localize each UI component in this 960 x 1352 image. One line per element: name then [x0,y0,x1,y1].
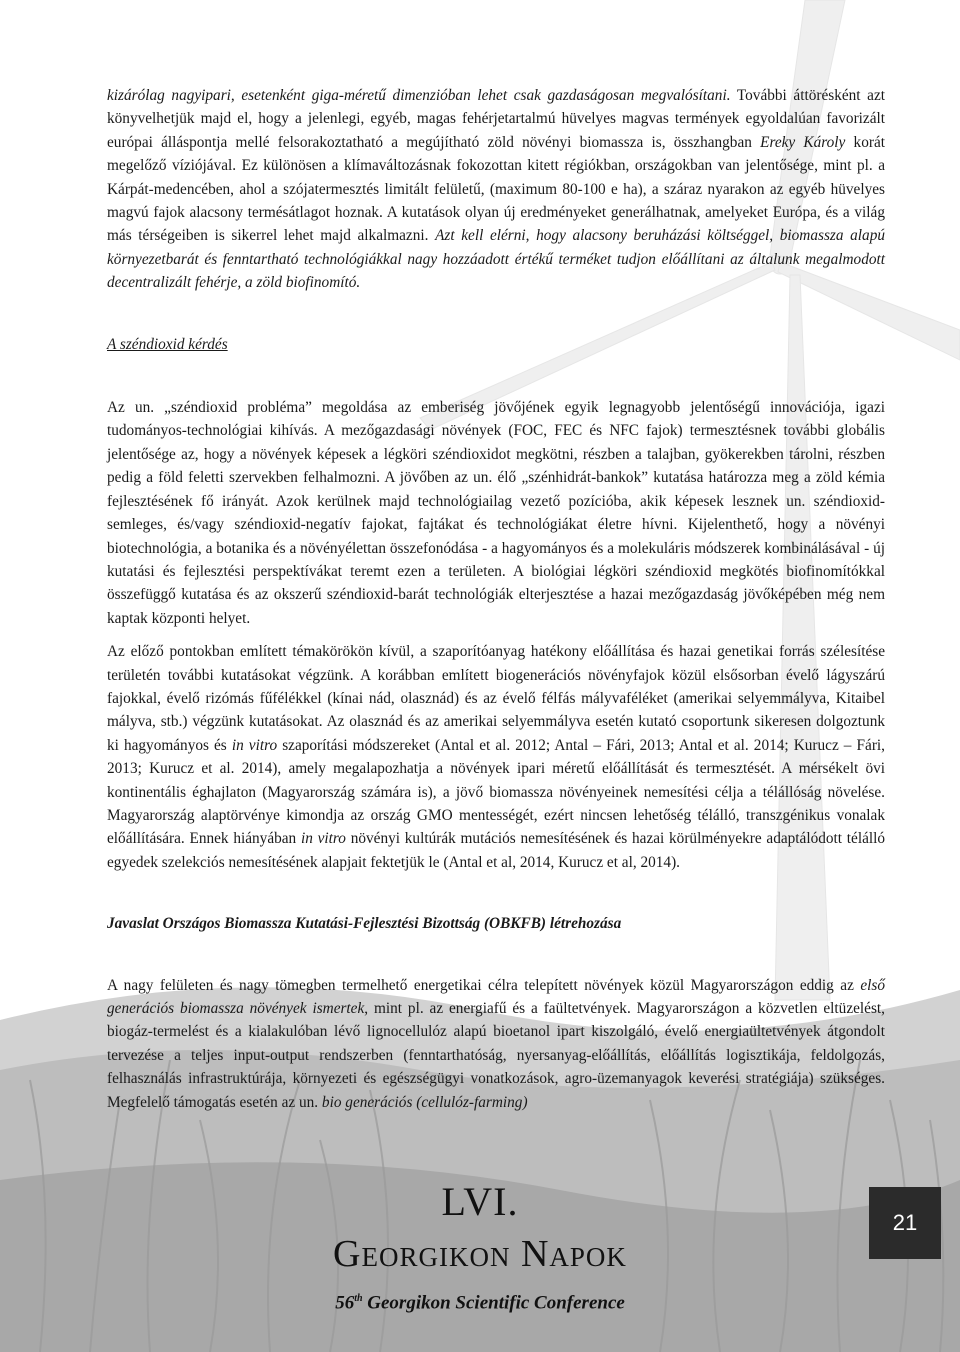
text-italic: in vitro [231,736,278,754]
text: növényi kultúrák mutációs nemesítésének és hazai körülményekre adaptálódott télálló egyedek szelekciós nemesítésének alapjait fektetjük le (Antal et al, 2014, Kurucz et al, 2014). [107,830,886,871]
paragraph-carbon-dioxide: Az un. „széndioxid probléma” megoldása az emberiség jövőjének egyik legnagyobb jelentőségű innovációja, igazi tudományos-technológiai kihívás. A mezőgazdasági növények (FOC, FEC és NFC fajok) termesztésnek további globális jelentősége az, hogy a növények képesek a légköri széndioxidot megkötni, részben a talajban, gyökerekben tárolni, részben pedig a föld feletti szervekben felhalmozni. A jövőben az un. élő „szénhidrát-bankok” kutatása határozza meg a zöld kémia fejlesztésének fő irányát. Azok kerülnek majd technológiailag vezető pozícióba, akik képesek lesznek un. széndioxid-semleges, és/vagy széndioxid-negatív fajokat, fajtákat és technológiákat életre hívni. Kijelenthető, hogy a növényi biotechnológia, a botanika és a növényélettan összefonódása - a hagyományos és a molekuláris módszerek kombinálásával - új kutatási és fejlesztési perspektívákat teremt ezen a területen. A biológiai légköri széndioxid megkötés biofinomítókkal összefüggő kutatása és az okszerű széndioxid-barát technológiák elterjesztése a hazai mezőgazdaság jövőképében még nem kaptak központi helyet. [107,399,885,627]
paragraph-biomass [107,974,885,1114]
text: A nagy felületen és nagy tömegben termelhető energetikai célra telepített növények közül Magyarországon eddig az [107,976,861,994]
text-italic: Azt kell elérni, hogy alacsony beruházási költséggel, biomassza alapú környezetbarát és fenntartható technológiákkal nagy hozzáadott értékű terméket tudjon előállítani az általunk megalmodott decentralizált fehérje, a zöld biofinomító. [107,227,885,292]
text-italic: kizárólag nagyipari, esetenként giga-méretű dimenzióban lehet csak gazdaságosan megvalósítani. [107,87,731,104]
conference-ordinal: th [354,1293,363,1304]
text: szaporítási módszereket (Antal et al. 2012; Antal – Fári, 2013; Antal et al. 2014; Kurucz – Fári, 2013; Kurucz et al. 2014), amely megalapozhatja a növények ipari méretű előállítását és termesztését. A mérsékelt övi kontinentális éghajlaton (Magyarország számára is), a jövő biomassza növényeinek nemesítési célja a télállóság növelése. Magyarország alaptörvénye kimondja az ország GMO mentességét, ezért nincsen lehetőség télálló, transzgénikus vonalak előállítására. Ennek hiányában [107,736,885,848]
paragraph-intro [107,84,885,295]
conference-subtitle [300,1286,660,1316]
section-heading-carbon-dioxide: A széndioxid kérdés [107,335,228,353]
text-italic: bio generációs (cellulóz-farming) [321,1093,528,1111]
text: Az előző pontokban említett témakörökön kívül, a szaporítóanyag hatékony előállítása és hazai genetikai forrás szélesítése területén további kutatásokat végzünk. A korábban említett biogenerációs növényfajok közül elsősorban évelő lágyszárú fajokkal, évelő rizómás fűfélékkel (kínai nád, olasznád) és az évelő félfás mályvaféléket (amerikai selyemmályva, Kitaibel mályva, stb.) végzünk kutatásokat. Az olasznád és az amerikai selyemmályva esetén kutató csoportunk sikeresen dolgoztunk ki hagyományos és [107,643,885,754]
text: További áttörésként azt könyvelhetjük majd el, hogy a jelenlegi, egyéb, magas fehérjetartalmú hüvelyes magvas termények egyoldalúan favorizált európai álláspontja mellé felsorakoztatható a megújítható zöld növényi biomassza is, összhangban [107,87,885,151]
conference-footer [300,1180,660,1316]
text: korát megelőző víziójával. Ez különösen a klímaváltozásnak fokozottan kitett régiókban, országokban van jelentősége, mint pl. a Kárpát-medencében, ahol a szójatermesztés limitált felületű, (maximum 80-100 e ha), a száraz nyarakon az egyéb hüvelyes magvú fajok alacsony termésátlagot hoznak. A kutatások olyan új eredményeket generálhatnak, amelyeket Európa, és a világ más térségeiben is sikerrel lehet majd alkalmazni. [107,133,885,245]
section-heading-obkfb: Javaslat Országos Biomassza Kutatási-Fejlesztési Bizottság (OBKFB) létrehozása [107,915,622,933]
page-body [107,84,885,1114]
conference-edition: LVI. [441,1179,519,1224]
page-number: 21 [892,1210,918,1235]
paragraph-propagation [107,640,885,874]
text: , mint pl. az energiafű és a faültetvények. Magyarországon a közvetlen eltüzelést, biogáz-termelést és a kialakulóban lévő lignocellulóz alapú bioetanol ipart kiszolgáló, évelő energiaültetvények átgondolt tervezése a teljes input-output rendszerben (fenntarthatóság, nyersanyag-előállítás, előállítás logisztikája, feldolgozás, felhasználás infrastruktúrája, környezeti és egészségügyi vonatkozások, agro-üzemanyagok keverési stratégiája) szükséges. Megfelelő támogatás esetén az un. [107,1000,885,1111]
conference-subtitle-text: Georgikon Scientific Conference [362,1292,625,1314]
conference-name: Georgikon Napok [333,1233,627,1275]
text-italic: első generációs biomassza növények ismertek [107,976,885,1017]
page-number-badge [869,1187,941,1259]
text-italic: Ereky Károly [760,133,846,151]
text-italic: in vitro [300,830,346,848]
conference-number: 56 [335,1292,355,1314]
